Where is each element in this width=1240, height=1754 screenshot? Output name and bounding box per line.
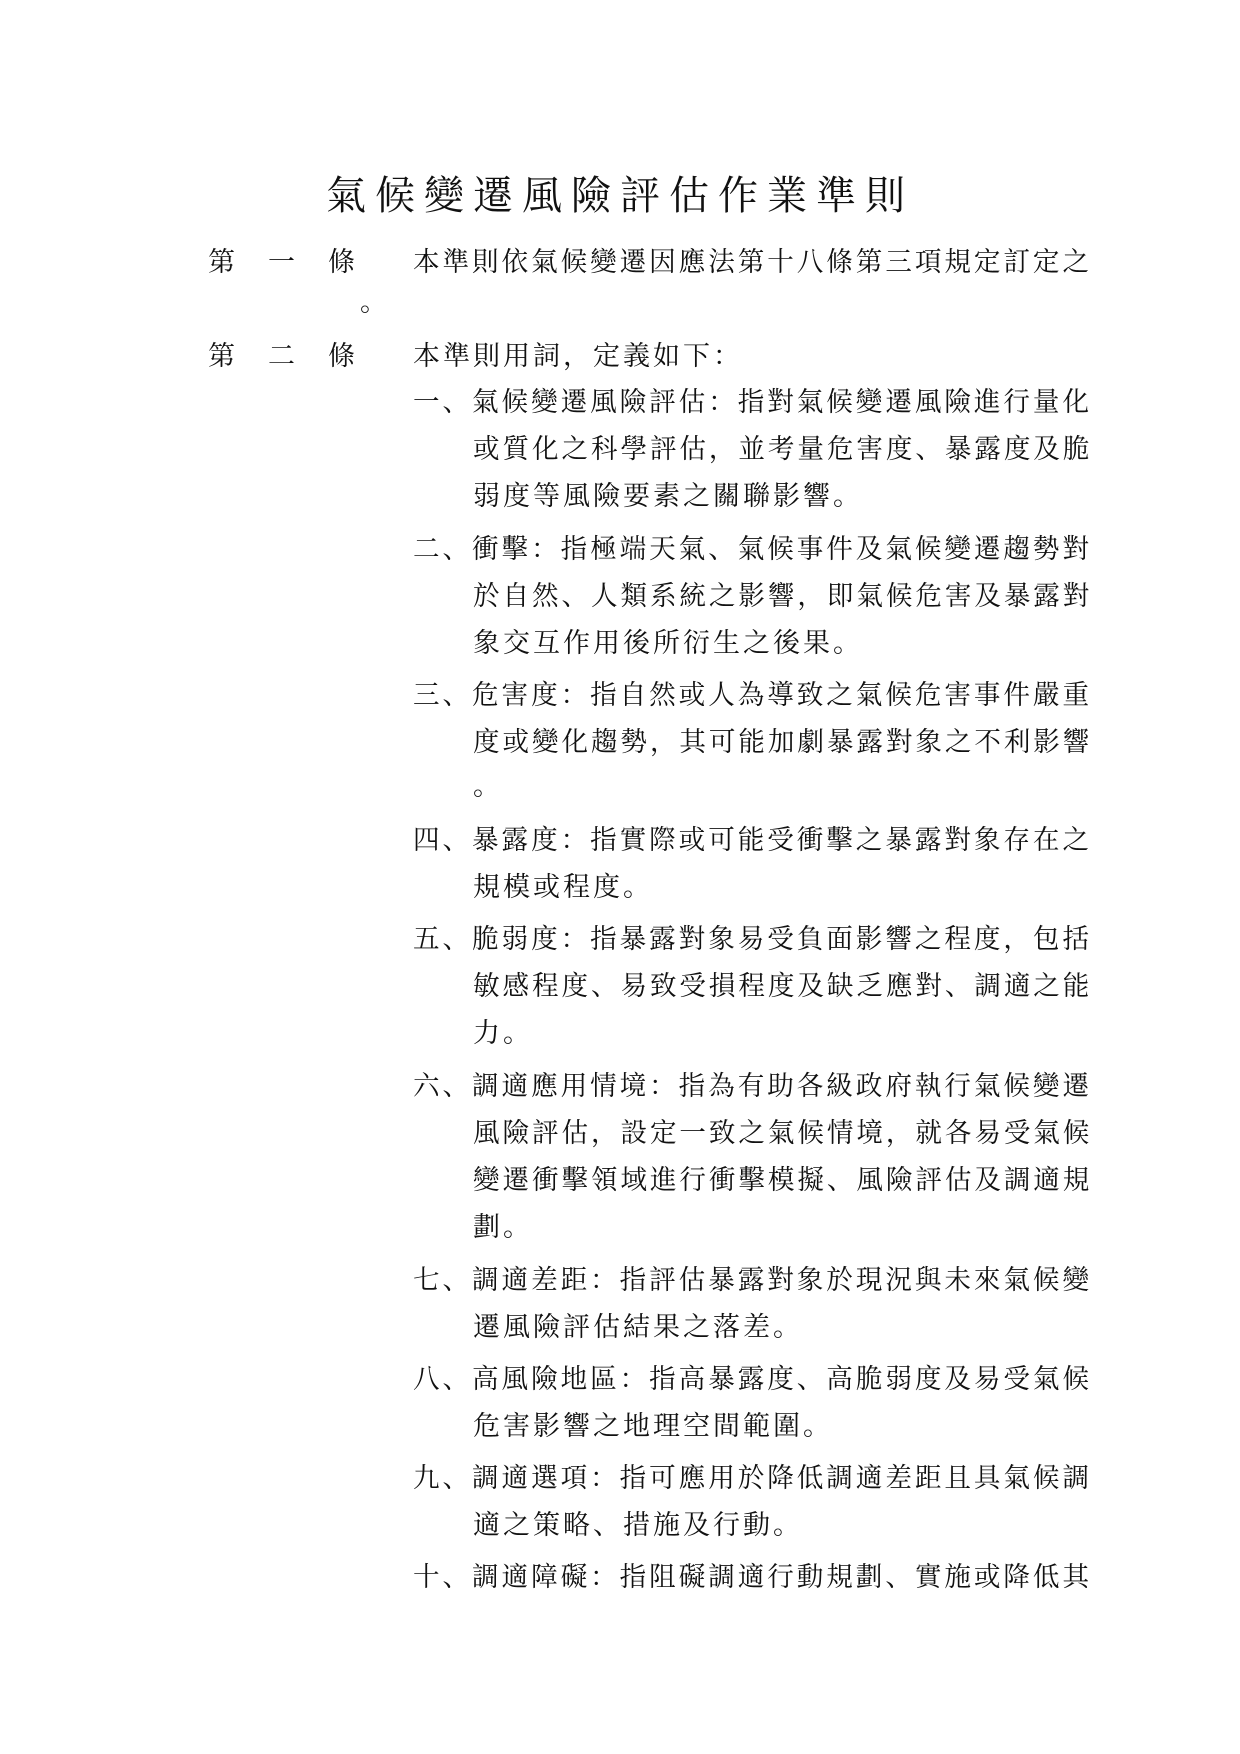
article-label-char: 二: [268, 341, 298, 372]
definition-item-3-cont: 度或變化趨勢，其可能加劇暴露對象之不利影響: [473, 727, 1093, 758]
definition-item-9-cont: 適之策略、措施及行動。: [473, 1510, 803, 1541]
article-2-label: [208, 334, 358, 380]
definition-item-5: 五、脆弱度：指暴露對象易受負面影響之程度，包括: [413, 924, 1092, 955]
definition-item-2-cont: 象交互作用後所衍生之後果。: [473, 628, 863, 659]
article-label-char: 第: [208, 341, 238, 372]
definition-item-6-cont: 風險評估，設定一致之氣候情境，就各易受氣候: [473, 1118, 1093, 1149]
article-2-intro: 本準則用詞，定義如下：: [413, 341, 743, 372]
definition-item-7-cont: 遷風險評估結果之落差。: [473, 1312, 803, 1343]
document-title: 氣候變遷風險評估作業準則: [326, 173, 914, 219]
definition-item-1-cont: 或質化之科學評估，並考量危害度、暴露度及脆: [473, 434, 1093, 465]
definition-item-6: 六、調適應用情境：指為有助各級政府執行氣候變遷: [413, 1071, 1092, 1102]
definition-item-9: 九、調適選項：指可應用於降低調適差距且具氣候調: [413, 1463, 1092, 1494]
article-label-char: 條: [328, 341, 358, 372]
article-label-char: 條: [328, 247, 358, 278]
definition-item-8: 八、高風險地區：指高暴露度、高脆弱度及易受氣候: [413, 1364, 1092, 1395]
definition-item-8-cont: 危害影響之地理空間範圍。: [473, 1411, 833, 1442]
definition-item-3-cont: 。: [473, 771, 503, 802]
definition-item-5-cont: 力。: [473, 1018, 533, 1049]
definition-item-2: 二、衝擊：指極端天氣、氣候事件及氣候變遷趨勢對: [413, 534, 1092, 565]
definition-item-2-cont: 於自然、人類系統之影響，即氣候危害及暴露對: [473, 581, 1093, 612]
article-1-text-cont: 。: [360, 287, 390, 318]
definition-item-10: 十、調適障礙：指阻礙調適行動規劃、實施或降低其: [413, 1562, 1092, 1593]
definition-item-7: 七、調適差距：指評估暴露對象於現況與未來氣候變: [413, 1265, 1092, 1296]
definition-item-3: 三、危害度：指自然或人為導致之氣候危害事件嚴重: [413, 680, 1092, 711]
definition-item-4: 四、暴露度：指實際或可能受衝擊之暴露對象存在之: [413, 825, 1092, 856]
article-1-text: 本準則依氣候變遷因應法第十八條第三項規定訂定之: [413, 247, 1092, 278]
article-1-label: [208, 240, 358, 286]
definition-item-6-cont: 劃。: [473, 1212, 533, 1243]
definition-item-4-cont: 規模或程度。: [473, 872, 653, 903]
definition-item-1: 一、氣候變遷風險評估：指對氣候變遷風險進行量化: [413, 387, 1092, 418]
definition-item-1-cont: 弱度等風險要素之關聯影響。: [473, 481, 863, 512]
article-label-char: 第: [208, 247, 238, 278]
definition-item-5-cont: 敏感程度、易致受損程度及缺乏應對、調適之能: [473, 971, 1093, 1002]
article-label-char: 一: [268, 247, 298, 278]
definition-item-6-cont: 變遷衝擊領域進行衝擊模擬、風險評估及調適規: [473, 1165, 1093, 1196]
